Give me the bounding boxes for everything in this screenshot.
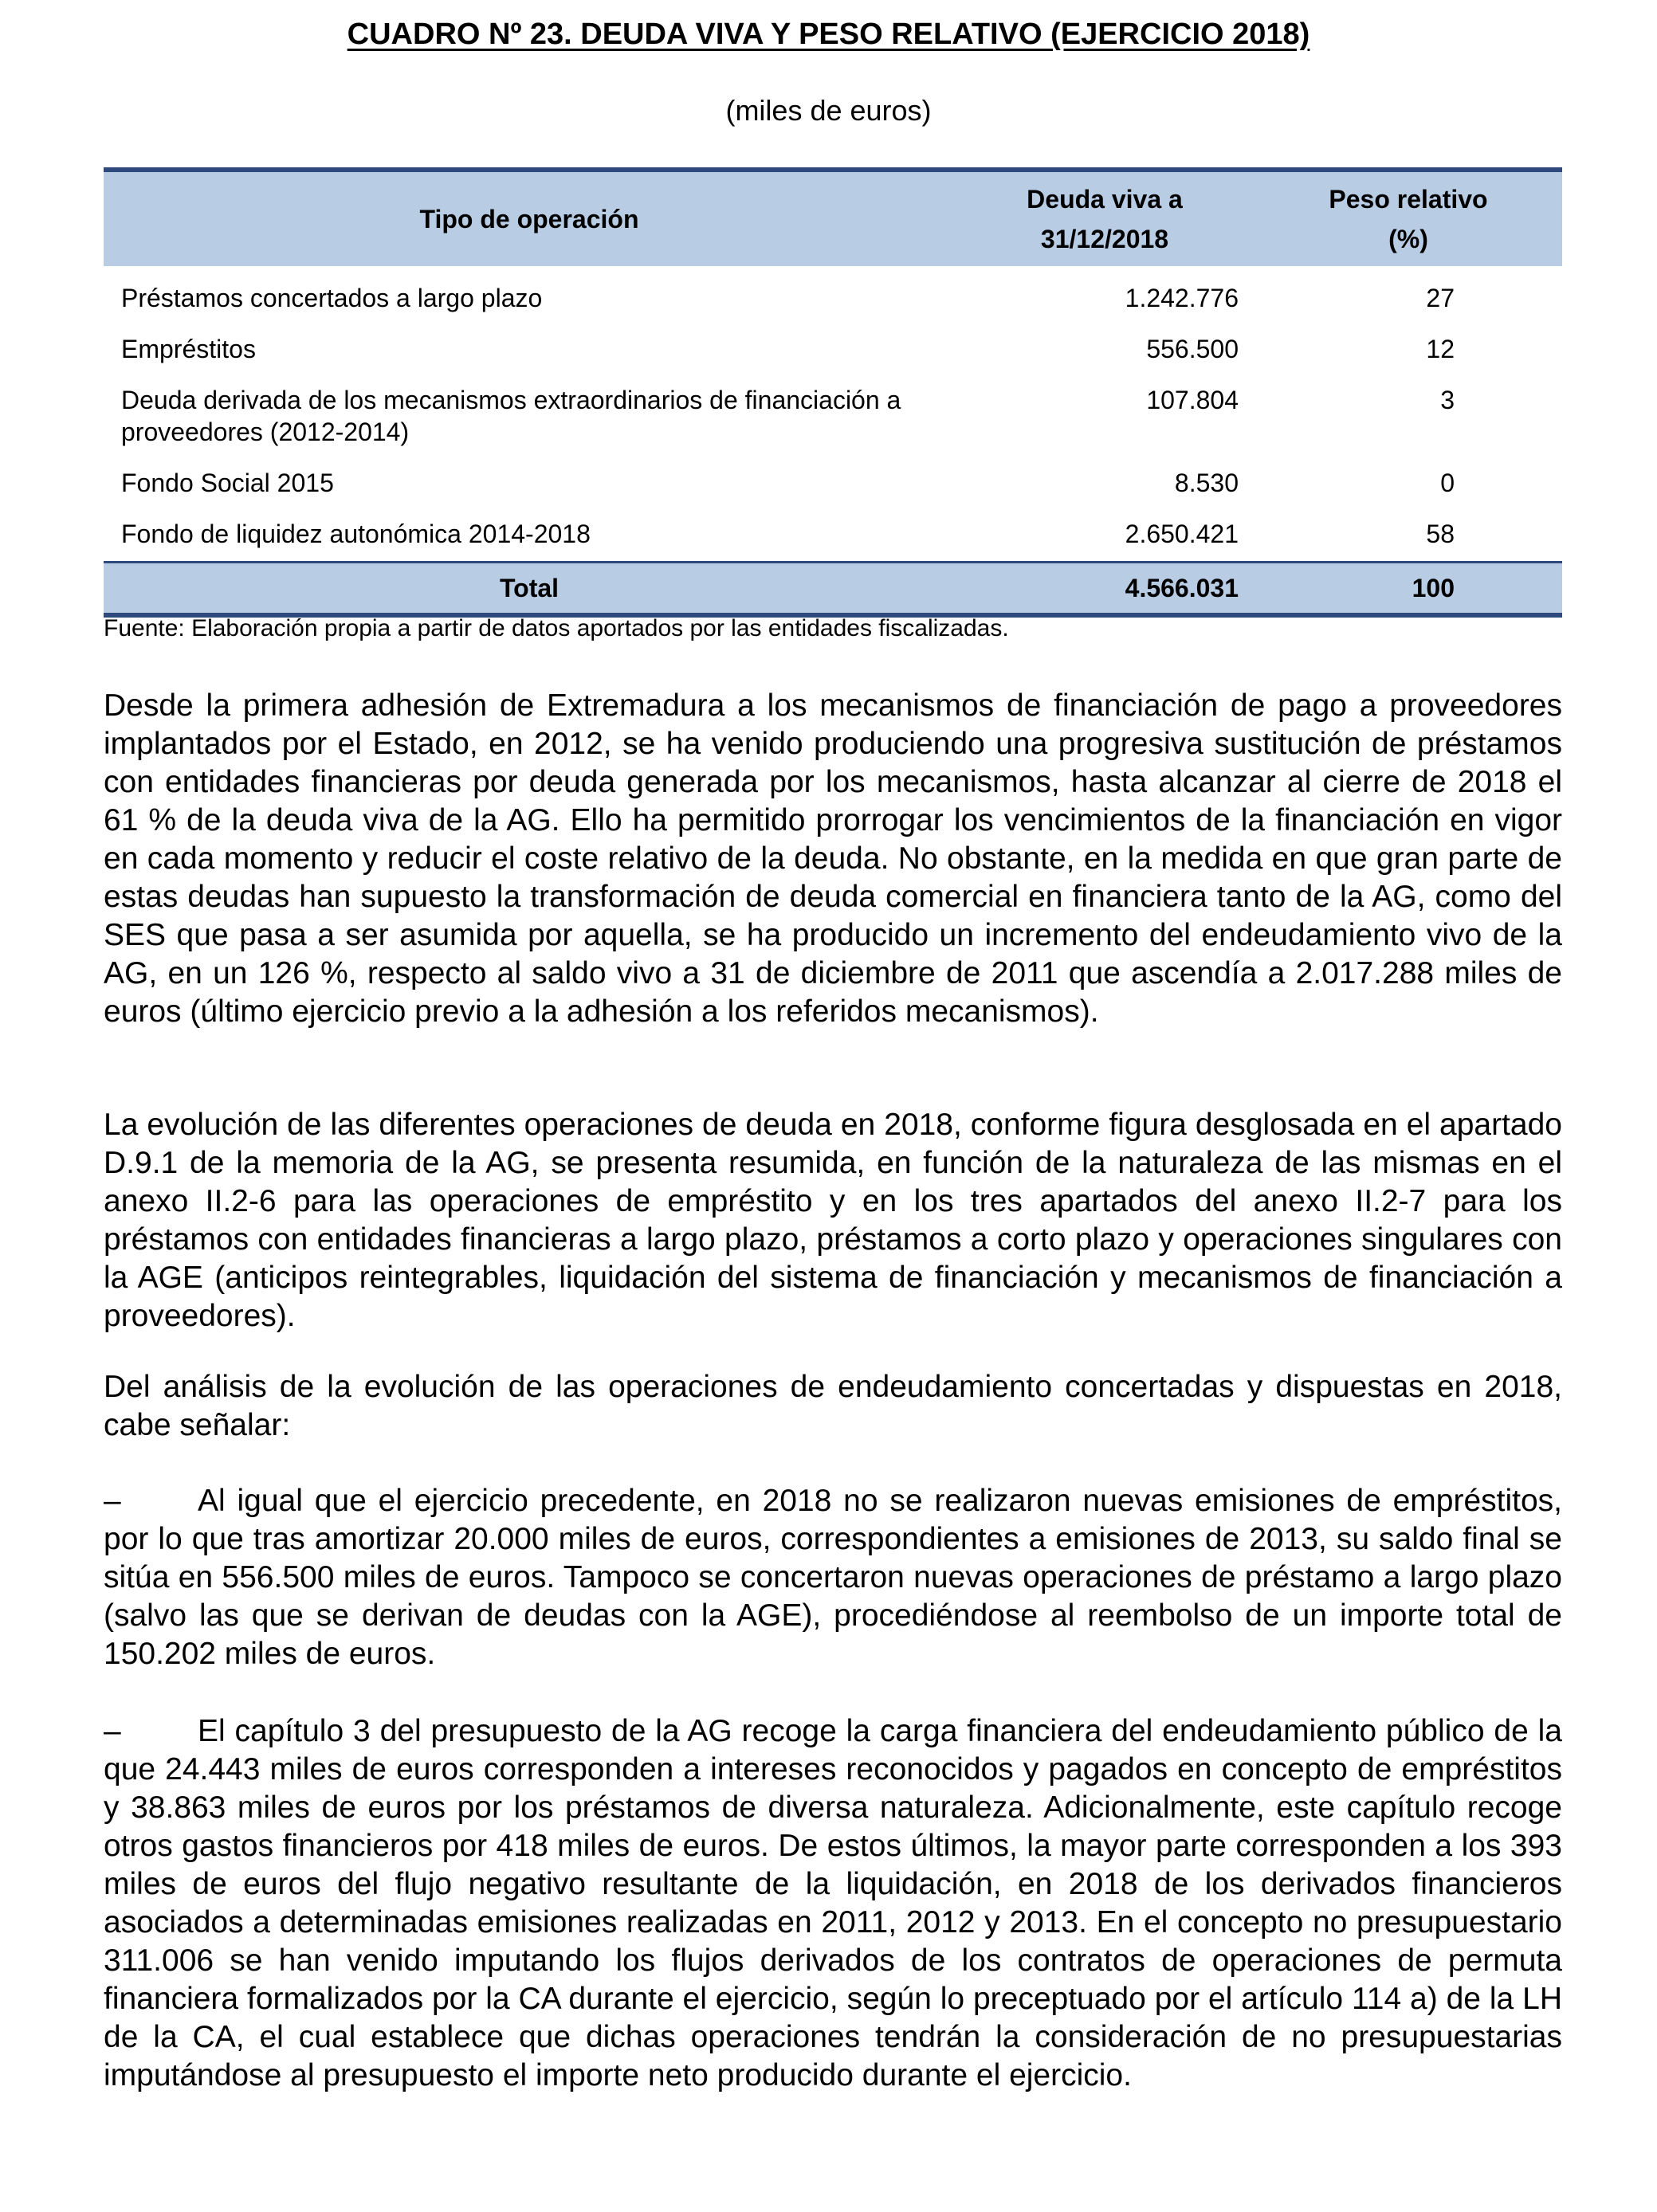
table-row [104, 457, 1562, 508]
total-deuda: 4.566.031 [955, 563, 1255, 616]
cell-peso: 12 [1426, 335, 1455, 363]
table-row [104, 266, 1562, 324]
header-peso-line2: (%) [1388, 225, 1428, 253]
cell-tipo: Fondo Social 2015 [121, 469, 334, 497]
paragraph-1: Desde la primera adhesión de Extremadura a los mecanismos de financiación de pago a proveedores implantados por el Estado, en 2012, se ha venido produciendo una progresiva sustitución de préstamos con entidades financieras por deuda generada por los mecanismos, hasta alcanzar al cierre de 2018 el 61 % de la deuda viva de la AG. Ello ha permitido prorrogar los vencimientos de la financiación en vigor en cada momento y reducir el coste relativo de la deuda. No obstante, en la medida en que gran parte de estas deudas han supuesto la transformación de deuda comercial en financiera tanto de la AG, como del SES que pasa a ser asumida por aquella, se ha producido un incremento del endeudamiento vivo de la AG, en un 126 %, respecto al saldo vivo a 31 de diciembre de 2011 que ascendía a 2.017.288 miles de euros (último ejercicio previo a la adhesión a los referidos mecanismos). [104, 688, 1562, 1029]
table-units: (miles de euros) [725, 94, 932, 127]
cell-tipo: Deuda derivada de los mecanismos extraordinarios de financiación a proveedores (2012-2014) [121, 386, 901, 446]
cell-deuda: 556.500 [1146, 335, 1239, 363]
bullet-text-2: El capítulo 3 del presupuesto de la AG recoge la carga financiera del endeudamiento público de la que 24.443 miles de euros corresponden a intereses reconocidos y pagados en concepto de empréstitos y 38.863 miles de euros por los préstamos de diversa naturaleza. Adicionalmente, este capítulo recoge otros gastos financieros por 418 miles de euros. De estos últimos, la mayor parte corresponden a los 393 miles de euros del flujo negativo resultante de la liquidación, en 2018 de los derivados financieros asociados a determinadas emisiones realizadas en 2011, 2012 y 2013. En el concepto no presupuestario 311.006 se han venido imputando los flujos derivados de los contratos de operaciones de permuta financiera formalizados por la CA durante el ejercicio, según lo preceptuado por el artículo 114 a) de la LH de la CA, el cual establece que dichas operaciones tendrán la consideración de no presupuestarias imputándose al presupuesto el importe neto producido durante el ejercicio. [104, 1714, 1562, 2092]
cell-peso: 0 [1440, 469, 1455, 497]
cell-peso: 27 [1426, 284, 1455, 312]
table-row [104, 375, 1562, 457]
header-peso-line1: Peso relativo [1329, 185, 1488, 214]
table-header-row [104, 170, 1562, 266]
table-total-row [104, 563, 1562, 616]
header-peso [1255, 170, 1562, 266]
cell-peso: 58 [1426, 520, 1455, 548]
table-title: CUADRO Nº 23. DEUDA VIVA Y PESO RELATIVO (EJERCICIO 2018) [347, 18, 1310, 51]
cell-deuda: 8.530 [1174, 469, 1239, 497]
cell-deuda: 2.650.421 [1125, 520, 1239, 548]
bullet-text-1: Al igual que el ejercicio precedente, en 2018 no se realizaron nuevas emisiones de empréstitos, por lo que tras amortizar 20.000 miles de euros, correspondientes a emisiones de 2013, su saldo final se sitúa en 556.500 miles de euros. Tampoco se concertaron nuevas operaciones de préstamo a largo plazo (salvo las que se derivan de deudas con la AGE), procediéndose al reembolso de un importe total de 150.202 miles de euros. [104, 1484, 1562, 1671]
total-peso: 100 [1255, 563, 1562, 616]
header-tipo: Tipo de operación [104, 170, 955, 266]
cell-peso: 3 [1440, 386, 1455, 414]
header-deuda-line2: 31/12/2018 [1040, 225, 1169, 253]
header-deuda-line1: Deuda viva a [1027, 185, 1183, 214]
cell-deuda: 1.242.776 [1125, 284, 1239, 312]
bullet-dash: – [104, 1484, 121, 1518]
header-deuda [955, 170, 1255, 266]
paragraph-3: Del análisis de la evolución de las operaciones de endeudamiento concertadas y dispuestas en 2018, cabe señalar: [104, 1370, 1562, 1442]
table-source-note: Fuente: Elaboración propia a partir de datos aportados por las entidades fiscalizadas. [104, 615, 1009, 641]
bullet-paragraph-2 [104, 1712, 1562, 2095]
cell-tipo: Fondo de liquidez autonómica 2014-2018 [121, 520, 591, 548]
cell-tipo: Préstamos concertados a largo plazo [121, 284, 543, 312]
paragraph-2: La evolución de las diferentes operaciones de deuda en 2018, conforme figura desglosada en el apartado D.9.1 de la memoria de la AG, se presenta resumida, en función de la naturaleza de las mismas en el anexo II.2-6 para las operaciones de empréstito y en los tres apartados del anexo II.2-7 para los préstamos con entidades financieras a largo plazo, préstamos a corto plazo y operaciones singulares con la AGE (anticipos reintegrables, liquidación del sistema de financiación y mecanismos de financiación a proveedores). [104, 1108, 1562, 1333]
table-row [104, 508, 1562, 563]
debt-table [104, 167, 1562, 618]
bullet-dash: – [104, 1714, 121, 1748]
cell-tipo: Empréstitos [121, 335, 256, 363]
cell-deuda: 107.804 [1146, 386, 1239, 414]
total-label: Total [104, 563, 955, 616]
bullet-paragraph-1 [104, 1482, 1562, 1673]
table-row [104, 324, 1562, 375]
